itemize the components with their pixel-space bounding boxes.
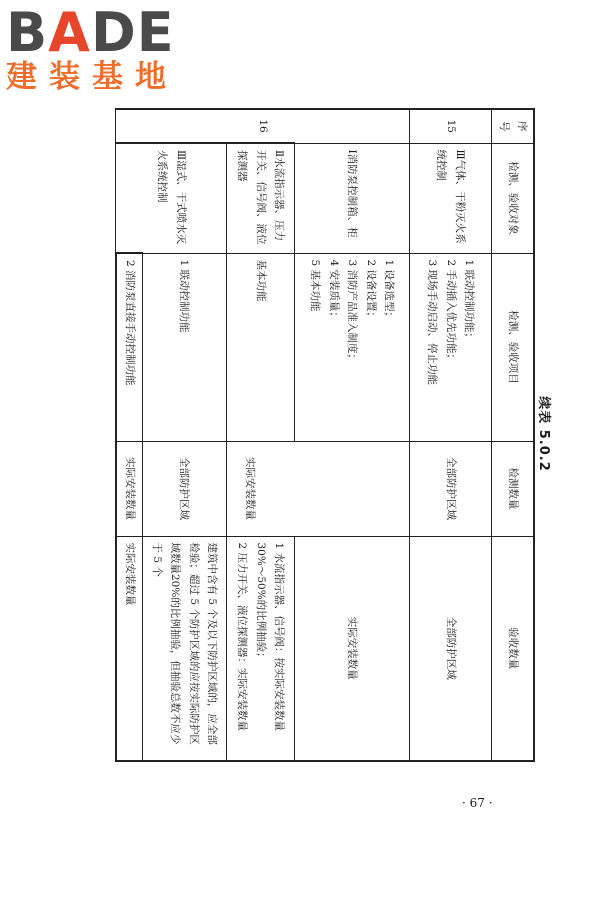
logo <box>6 1 178 95</box>
column-header: 验收数量 <box>492 536 534 761</box>
item-line: 4 安装质量； <box>327 259 340 323</box>
acceptance-line: 2 压力开关、液位探测器：实际安装数量 <box>236 542 249 732</box>
logo-wordmark: BADE <box>6 1 175 64</box>
item-line: 3 现场手动启动、停止功能 <box>426 259 439 386</box>
acceptance-quantity: 实际安装数量 <box>295 536 409 761</box>
inspection-object: Ⅲ气体、干粉灭火系统控制 <box>409 143 491 253</box>
row-number: 16 <box>116 109 409 143</box>
acceptance-quantity: 建筑中含有 5 个及以下防护区域的，应全部检验；超过 5 个防护区域的应按实际防护区域数量20%的比例抽验，但抽验总数不应少于 5 个 <box>142 536 226 761</box>
inspection-object: Ⅲ湿式、干式喷水灭火系统控制 <box>116 143 226 253</box>
table-row <box>409 109 491 761</box>
acceptance-quantity <box>226 536 294 761</box>
table-title: 续表 5.0.2 <box>536 396 551 472</box>
check-quantity: 全部防护区域 <box>142 441 226 536</box>
inspection-object: Ⅰ消防泵控制箱、柜 <box>295 143 409 253</box>
acceptance-line: 1 水流指示器、信号阀：按实际安装数量30%～50%的比例抽验； <box>254 542 286 732</box>
inspection-items: 基本功能 <box>226 253 294 441</box>
rotated-page-content <box>115 108 555 760</box>
item-line: 1 设备选型； <box>382 259 395 323</box>
check-quantity: 实际安装数量 <box>116 441 142 536</box>
acceptance-quantity: 实际安装数量 <box>116 536 142 761</box>
inspection-table <box>115 108 535 762</box>
item-line: 2 手动插入优先功能； <box>444 259 457 365</box>
table-header-row <box>492 109 534 761</box>
inspection-items: 2 消防泵直接手动控制功能 <box>116 253 142 441</box>
item-line: 5 基本功能 <box>309 259 322 312</box>
logo-subtitle: 建装基地 <box>6 59 178 95</box>
table-row <box>142 109 226 761</box>
table-row <box>295 109 409 761</box>
item-line: 1 联动控制功能； <box>462 259 475 344</box>
row-number: 15 <box>409 109 491 143</box>
inspection-items: 1 联动控制功能 <box>142 253 226 441</box>
column-header: 检测数量 <box>492 441 534 536</box>
item-line: 3 消防产品准入制度； <box>346 259 359 365</box>
table-row <box>226 109 294 761</box>
column-header: 检测、验收对象 <box>492 143 534 253</box>
inspection-object: Ⅱ水流指示器、压力开关、信号阀、液位探测器 <box>226 143 294 253</box>
inspection-items <box>409 253 491 441</box>
column-header: 检测、验收项目 <box>492 253 534 441</box>
inspection-items <box>295 253 409 441</box>
check-quantity: 全部防护区域 <box>409 441 491 536</box>
column-header: 序号 <box>492 109 534 143</box>
check-quantity: 实际安装数量 <box>226 441 409 536</box>
item-line: 2 设备设置； <box>364 259 377 323</box>
acceptance-quantity: 全部防护区域 <box>409 536 491 761</box>
page-number: · 67 · <box>462 796 493 810</box>
